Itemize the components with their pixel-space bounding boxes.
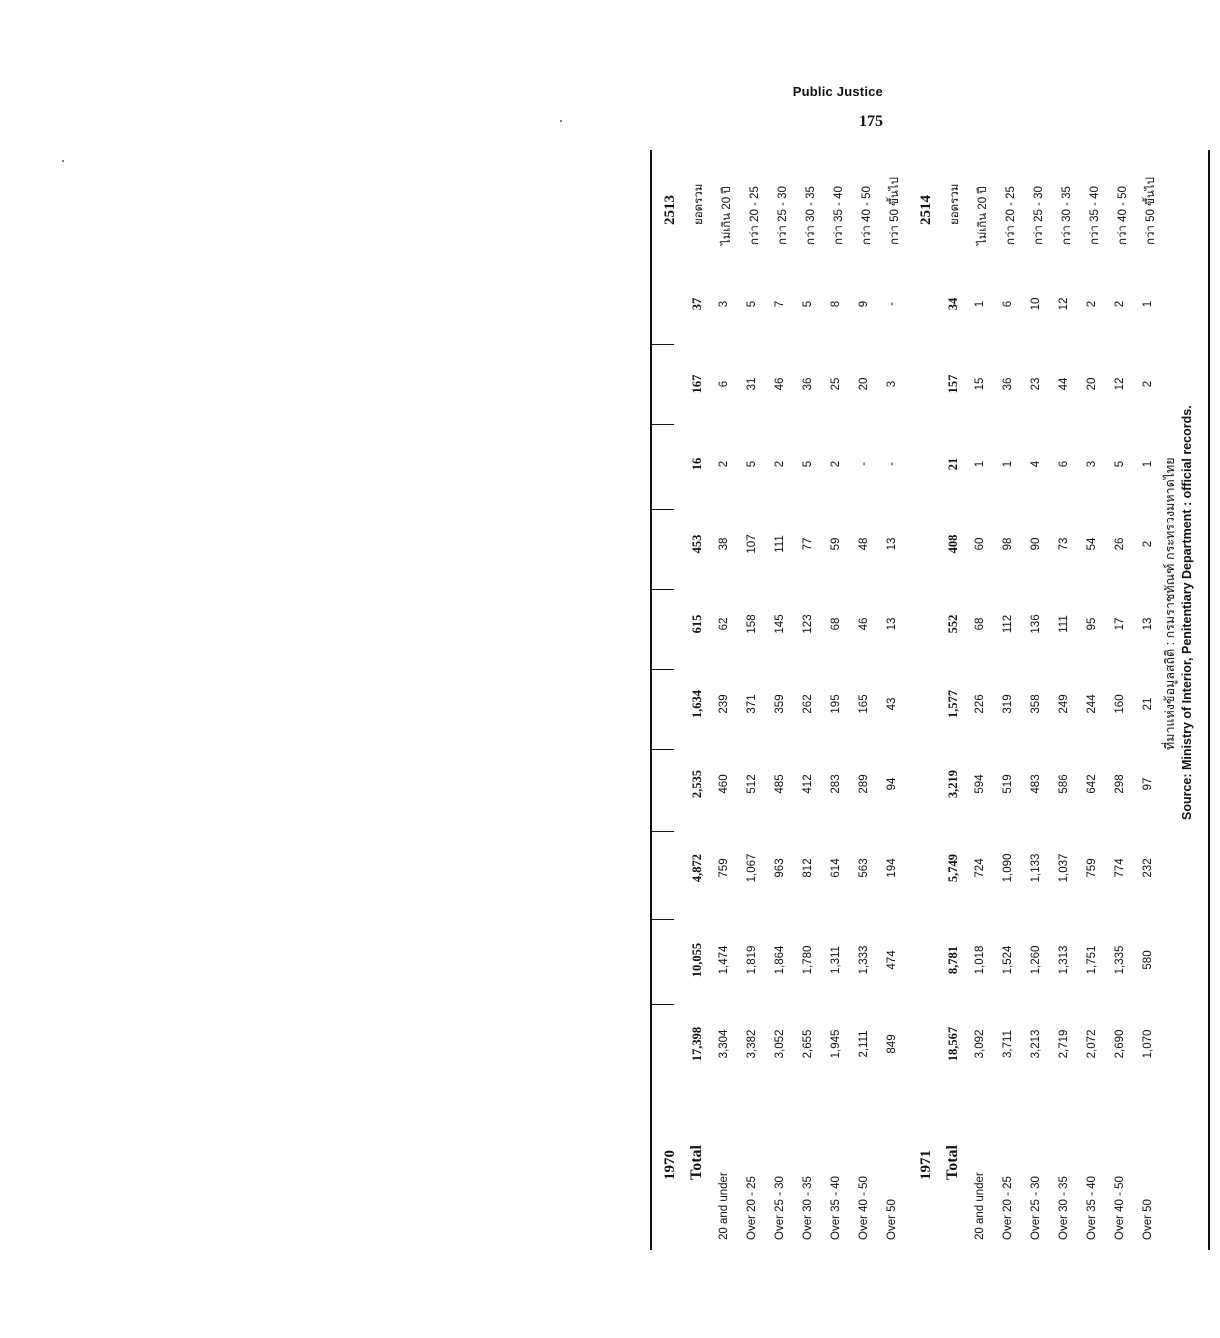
table-cell: 1,945 [830, 1029, 842, 1059]
table-cell: 111 [774, 535, 786, 553]
row-label-th: กว่า 30 - 35 [1061, 186, 1073, 245]
column-rule [652, 669, 674, 670]
table-cell: 12 [1058, 297, 1070, 311]
table-cell: 95 [1086, 617, 1098, 631]
table-cell: 21 [1142, 697, 1154, 711]
table-cell: 244 [1086, 694, 1098, 714]
table-cell: 10 [1030, 297, 1042, 311]
table-cell: 46 [774, 377, 786, 391]
total-value: 157 [946, 374, 960, 394]
table-cell: 519 [1002, 774, 1014, 794]
speck [62, 160, 64, 162]
table-cell: 759 [1086, 858, 1098, 878]
table-cell: 512 [746, 774, 758, 794]
row-label-en: Over 50 [886, 1199, 898, 1240]
table-cell: 36 [1002, 377, 1014, 391]
table-cell: 5 [746, 300, 758, 308]
table-cell: 1,335 [1114, 945, 1126, 975]
table-cell: 812 [802, 858, 814, 878]
column-rule [652, 344, 674, 345]
row-label-en: 20 and under [718, 1172, 730, 1240]
total-value: 1,577 [946, 689, 960, 719]
total-value: 4,872 [690, 853, 704, 883]
running-head [793, 84, 883, 131]
table-cell: 94 [886, 777, 898, 791]
column-rule [652, 831, 674, 832]
table-cell: 2,719 [1058, 1029, 1070, 1059]
table-cell: 1,751 [1086, 945, 1098, 975]
total-value: 615 [690, 614, 704, 634]
table-cell: 3,711 [1002, 1030, 1014, 1058]
row-label-th: กว่า 50 ขึ้นไป [1145, 177, 1157, 245]
column-rule [652, 749, 674, 750]
row-label-en: Over 20 - 25 [746, 1176, 758, 1240]
table-cell: 1,070 [1142, 1029, 1154, 1059]
table-cell: 580 [1142, 950, 1154, 970]
year-label-en: 1970 [662, 1150, 678, 1180]
table-cell: 13 [1142, 617, 1154, 631]
table-cell: 31 [746, 377, 758, 391]
total-value: 17,398 [690, 1026, 704, 1062]
table-cell: 1,067 [746, 853, 758, 883]
column-rule [652, 424, 674, 425]
table-cell: 25 [830, 377, 842, 391]
table-cell: 97 [1142, 777, 1154, 791]
table-top-rule [650, 150, 652, 1250]
row-label-th: กว่า 35 - 40 [1089, 186, 1101, 245]
table-cell: 107 [746, 534, 758, 554]
row-label-en: Over 35 - 40 [1086, 1176, 1098, 1240]
table-cell: 724 [974, 858, 986, 878]
row-label-th: กว่า 40 - 50 [861, 186, 873, 245]
table-cell: 60 [974, 537, 986, 551]
year-label-th: 2514 [918, 195, 934, 225]
total-label-th: ยอดรวม [949, 183, 961, 225]
table-cell: 112 [1002, 614, 1014, 634]
table-cell: 485 [774, 774, 786, 794]
table-cell: 2 [774, 460, 786, 468]
total-value: 167 [690, 374, 704, 394]
total-label-en: Total [944, 1145, 961, 1180]
table-cell: 1,090 [1002, 853, 1014, 883]
table-cell: 2 [830, 460, 842, 468]
table-cell: 1,313 [1058, 945, 1070, 975]
table-cell: 1,474 [718, 945, 730, 975]
table-cell: 1 [1142, 300, 1154, 308]
table-cell: 1 [974, 460, 986, 468]
table-cell: 3,382 [746, 1029, 758, 1059]
table-cell: 3,304 [718, 1029, 730, 1059]
table-cell: 2,111 [858, 1030, 870, 1058]
table-cell: 165 [858, 694, 870, 714]
table-cell: 289 [858, 774, 870, 794]
total-value: 18,567 [946, 1026, 960, 1062]
table-cell: 3 [1086, 460, 1098, 468]
total-value: 34 [946, 297, 960, 311]
table-cell: 412 [802, 774, 814, 794]
table-cell: 319 [1002, 694, 1014, 714]
total-value: 408 [946, 534, 960, 554]
column-rule [652, 589, 674, 590]
table-cell: 136 [1030, 614, 1042, 634]
table-cell: 5 [1114, 460, 1126, 468]
table-cell: 77 [802, 537, 814, 551]
table-cell: 283 [830, 774, 842, 794]
total-value: 1,634 [690, 689, 704, 719]
table-cell: 73 [1058, 537, 1070, 551]
total-value: 37 [690, 297, 704, 311]
table-cell: 2,072 [1086, 1029, 1098, 1059]
row-label-en: Over 50 [1142, 1199, 1154, 1240]
row-label-en: Over 30 - 35 [1058, 1176, 1070, 1240]
table-cell: 6 [718, 380, 730, 388]
source-thai: ที่มาแห่งข้อมูลสถิติ : กรมราชทัณฑ์ กระทรวงมหาดไทย [1163, 457, 1177, 750]
table-cell: 123 [802, 614, 814, 634]
table-cell: 3,092 [974, 1029, 986, 1059]
column-rule [652, 919, 674, 920]
total-value: 21 [946, 457, 960, 471]
table-cell: 849 [886, 1034, 898, 1054]
source-english: Source: Ministry of Interior, Penitentiary Department : official records. [1180, 405, 1194, 820]
table-cell: 1 [1142, 460, 1154, 468]
table-cell: 17 [1114, 617, 1126, 631]
year-label-en: 1971 [918, 1150, 934, 1180]
row-label-th: กว่า 30 - 35 [805, 186, 817, 245]
table-cell: 594 [974, 774, 986, 794]
table-cell: 239 [718, 694, 730, 714]
table-cell: 249 [1058, 694, 1070, 714]
table-cell: 68 [830, 617, 842, 631]
table-cell: 963 [774, 858, 786, 878]
row-label-th: กว่า 40 - 50 [1117, 186, 1129, 245]
table-cell: 1,133 [1030, 853, 1042, 883]
table-cell: 158 [746, 614, 758, 634]
total-value: 3,219 [946, 769, 960, 799]
total-value: 16 [690, 457, 704, 471]
table-cell: 1 [1002, 460, 1014, 468]
table-cell: 1,864 [774, 945, 786, 975]
table-cell: 36 [802, 377, 814, 391]
row-label-en: Over 40 - 50 [1114, 1176, 1126, 1240]
row-label-en: Over 20 - 25 [1002, 1176, 1014, 1240]
row-label-th: กว่า 25 - 30 [1033, 186, 1045, 245]
speck [560, 120, 562, 122]
table-cell: 2 [1114, 300, 1126, 308]
column-rule [652, 1004, 674, 1005]
table-cell: 2 [718, 460, 730, 468]
row-label-en: Over 30 - 35 [802, 1176, 814, 1240]
table-cell: - [886, 462, 898, 466]
table-cell: 111 [1058, 615, 1070, 633]
table-cell: 8 [830, 300, 842, 308]
table-cell: 358 [1030, 694, 1042, 714]
table-cell: 1,819 [746, 945, 758, 975]
table-cell: 7 [774, 300, 786, 308]
table-cell: 194 [886, 858, 898, 878]
table-cell: 13 [886, 537, 898, 551]
table-cell: 160 [1114, 694, 1126, 714]
table-cell: 54 [1086, 537, 1098, 551]
table-cell: 48 [858, 537, 870, 551]
row-label-th: กว่า 50 ขึ้นไป [889, 177, 901, 245]
table-cell: 20 [858, 377, 870, 391]
table-cell: 2 [1142, 380, 1154, 388]
table-cell: 46 [858, 617, 870, 631]
column-rule [652, 509, 674, 510]
year-label-th: 2513 [662, 195, 678, 225]
table-cell: 6 [1002, 300, 1014, 308]
total-value: 8,781 [946, 945, 960, 975]
table-cell: 26 [1114, 537, 1126, 551]
total-value: 453 [690, 534, 704, 554]
table-cell: 232 [1142, 858, 1154, 878]
page-number: 175 [859, 113, 883, 130]
table-cell: 642 [1086, 774, 1098, 794]
table-cell: 13 [886, 617, 898, 631]
table-cell: 1,524 [1002, 945, 1014, 975]
table-cell: 38 [718, 537, 730, 551]
table-cell: - [886, 302, 898, 306]
table-cell: 59 [830, 537, 842, 551]
table-cell: 9 [858, 300, 870, 308]
table-cell: 2,690 [1114, 1029, 1126, 1059]
table-cell: 3 [718, 300, 730, 308]
table-cell: 12 [1114, 377, 1126, 391]
table-canvas [650, 150, 1220, 1250]
table-cell: 20 [1086, 377, 1098, 391]
total-value: 5,749 [946, 853, 960, 883]
table-cell: 262 [802, 694, 814, 714]
table-cell: 5 [802, 300, 814, 308]
table-cell: 5 [802, 460, 814, 468]
total-value: 10,055 [690, 942, 704, 978]
table-cell: 359 [774, 694, 786, 714]
total-value: 2,535 [690, 769, 704, 799]
table-cell: 90 [1030, 537, 1042, 551]
table-cell: 68 [974, 617, 986, 631]
row-label-th: กว่า 20 - 25 [749, 186, 761, 245]
table-cell: 2 [1142, 540, 1154, 548]
table-cell: 774 [1114, 858, 1126, 878]
row-label-en: 20 and under [974, 1172, 986, 1240]
rotated-table [650, 150, 1220, 1250]
row-label-th: กว่า 20 - 25 [1005, 186, 1017, 245]
table-cell: 460 [718, 774, 730, 794]
row-label-en: Over 40 - 50 [858, 1176, 870, 1240]
row-label-th: กว่า 35 - 40 [833, 186, 845, 245]
table-cell: 1,333 [858, 945, 870, 975]
table-cell: 759 [718, 858, 730, 878]
total-value: 552 [946, 614, 960, 634]
table-cell: 98 [1002, 537, 1014, 551]
row-label-th: กว่า 25 - 30 [777, 186, 789, 245]
table-cell: 43 [886, 697, 898, 711]
row-label-th: ไม่เกิน 20 ปี [721, 186, 733, 245]
table-cell: 563 [858, 858, 870, 878]
table-cell: 474 [886, 950, 898, 970]
table-cell: 1,311 [830, 946, 842, 974]
table-cell: 62 [718, 617, 730, 631]
table-cell: 3,213 [1030, 1029, 1042, 1059]
table-cell: 3,052 [774, 1029, 786, 1059]
table-cell: 371 [746, 694, 758, 714]
table-cell: 1,780 [802, 945, 814, 975]
table-cell: 1,037 [1058, 853, 1070, 883]
table-cell: 6 [1058, 460, 1070, 468]
table-cell: 483 [1030, 774, 1042, 794]
table-cell: 15 [974, 377, 986, 391]
table-cell: 145 [774, 614, 786, 634]
table-cell: 5 [746, 460, 758, 468]
row-label-th: ไม่เกิน 20 ปี [977, 186, 989, 245]
row-label-en: Over 25 - 30 [1030, 1176, 1042, 1240]
section-title: Public Justice [792, 84, 883, 99]
total-label-th: ยอดรวม [693, 183, 705, 225]
table-cell: 1 [974, 300, 986, 308]
table-cell: 195 [830, 694, 842, 714]
table-cell: 23 [1030, 377, 1042, 391]
table-cell: 298 [1114, 774, 1126, 794]
table-cell: 586 [1058, 774, 1070, 794]
table-cell: 3 [886, 380, 898, 388]
table-cell: 226 [974, 694, 986, 714]
table-cell: - [858, 462, 870, 466]
table-cell: 4 [1030, 460, 1042, 468]
table-cell: 2 [1086, 300, 1098, 308]
table-cell: 1,260 [1030, 945, 1042, 975]
total-label-en: Total [688, 1145, 705, 1180]
table-bottom-rule [1208, 150, 1210, 1250]
table-cell: 44 [1058, 377, 1070, 391]
row-label-en: Over 35 - 40 [830, 1176, 842, 1240]
table-cell: 1,018 [974, 945, 986, 975]
table-cell: 2,655 [802, 1029, 814, 1059]
table-cell: 614 [830, 858, 842, 878]
row-label-en: Over 25 - 30 [774, 1176, 786, 1240]
